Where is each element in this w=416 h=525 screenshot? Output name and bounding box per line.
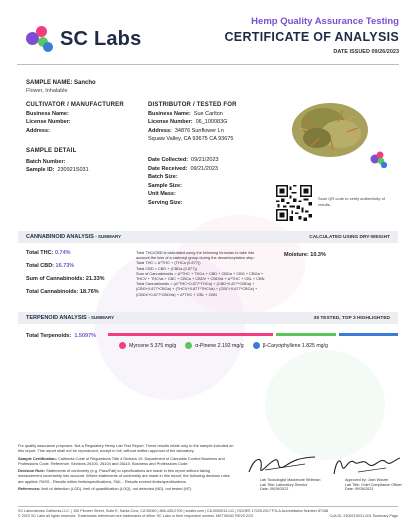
date-issued: DATE ISSUED 09/26/2023 xyxy=(333,49,399,55)
footer-bottom xyxy=(18,509,398,519)
product-flower-image xyxy=(283,88,378,168)
qr-code[interactable] xyxy=(276,185,312,221)
distributor-title: DISTRIBUTOR / TESTED FOR xyxy=(148,102,237,108)
total-thc-value: 0.74% xyxy=(54,250,71,256)
myrcene-swatch xyxy=(119,342,126,349)
signature-director xyxy=(245,452,320,478)
sample-certification-text: California Code of Regulations Title 4 Division 19. Department of Cannabis Control Business and Professions Code. Reference: Sections 26100, 26104 and 26110, Business and Professions Code. xyxy=(18,455,225,466)
total-thc-label: Total THC: xyxy=(26,250,54,256)
decision-rule-text: Statements of conformity (e.g. Pass/Fail) to specifications are made in this report without taking measurement uncertainty into account. Where statements of conformity are made in this report, the following decision rules are applied: PASS - Results within limits/specifications, FAIL - Results exceed limits/specifications. xyxy=(18,468,230,484)
footer-disclaimer: For quality assurance purposes. Not a Regulatory Hemp Lab Test Report. These results relate only to the sample included on this report. This report shall not be reproduced, except in full, without written approval of the laboratory. xyxy=(18,443,234,454)
distributor-address-line2: Squaw Valley, CA 93675 CA 93675 xyxy=(148,136,234,143)
distributor-license: 06_100083G xyxy=(195,119,228,126)
sc-labs-logo xyxy=(26,26,141,52)
header-title: CERTIFICATE OF ANALYSIS xyxy=(224,30,399,44)
signature-compliance xyxy=(328,452,403,478)
signer2-name: Approved by: Josh Wurzer xyxy=(345,478,389,482)
sample-id-label: Sample ID: xyxy=(26,167,55,174)
header-titles xyxy=(224,16,399,55)
cannabinoid-subtitle: - SUMMARY xyxy=(95,234,122,239)
sample-info xyxy=(26,80,96,94)
header-divider xyxy=(17,64,399,65)
distributor-address-label: Address: xyxy=(148,127,172,134)
formula-total-cannabinoids: Total Cannabinoids = (Δ⁹THC+0.877*THCa) + (CBD+0.877*CBDa) + (CBG+0.877*CBGa) + (THCV+0.877*THCVa) + (CBC+0.877*CBCa) + (CBDV+0.877*CBDVa) + Δ⁸THC + CBL + CBN xyxy=(136,281,258,297)
distributor-business-name: Sue Carlton xyxy=(193,110,223,117)
terpenoid-subtitle: - SUMMARY xyxy=(88,315,115,320)
pinene-swatch xyxy=(185,342,192,349)
header xyxy=(0,0,416,66)
date-received-label: Date Received: xyxy=(148,165,188,172)
caryophyllene-label: β-Caryophyllene 1.825 mg/g xyxy=(262,342,328,349)
date-collected-label: Date Collected: xyxy=(148,157,189,163)
signature-director-text xyxy=(260,478,320,492)
signer1-date: Date: 09/26/2023 xyxy=(260,487,289,492)
footer-notes xyxy=(18,443,234,491)
signer1-name: Lab Toxicologist Mackenzie Whitman xyxy=(260,478,321,482)
sample-detail-title: SAMPLE DETAIL xyxy=(26,148,77,154)
terp-legend-caryophyllene xyxy=(253,342,328,349)
sample-category: Flower, Inhalable xyxy=(26,88,68,94)
terpenoid-bar-myrcene xyxy=(108,333,273,336)
coa-id: CoA ID: 230921S031-001 Summary Page xyxy=(329,514,398,518)
logo-dots-icon xyxy=(26,26,54,52)
cannabinoid-section-bar xyxy=(18,231,398,243)
formula-total-cbd: Total CBD = CBD + (CBDa (0.877)) xyxy=(136,265,197,271)
sample-certification-label: Sample Certification: xyxy=(18,455,57,461)
total-cannabinoids-value: 18.76% xyxy=(79,289,99,295)
logo-text: SC Labs xyxy=(60,27,142,50)
distributor-address-line1: 34876 Sunflower Ln xyxy=(174,127,224,134)
sample-id: 230921S031 xyxy=(57,167,89,174)
sum-cannabinoids-label: Sum of Cannabinoids: xyxy=(26,276,85,282)
terpenoid-bar xyxy=(108,333,398,336)
terp-legend-pinene xyxy=(185,342,243,349)
terp-legend-myrcene xyxy=(119,342,176,349)
copyright-line: © 2023 SC Labs all rights reserved. Trademarks referenced are trademarks of either SC Labs or their respective owners. MKT00162 REV9 2/23 xyxy=(18,514,253,518)
lab-address-line: SC Laboratories California LLC. | 100 Pioneer Street, Suite E, Santa Cruz, CA 95060 | 866-435-0709 | sclabs.com | C8-0000013-LIC | ISO/IES 17025:2017 PJLA Accreditation Number 87168 xyxy=(18,509,329,513)
pinene-label: α-Pinene 2.192 mg/g xyxy=(195,342,244,349)
date-collected: 09/21/2023 xyxy=(191,157,219,163)
serving-size-label: Serving Size: xyxy=(148,199,183,206)
batch-size-label: Batch Size: xyxy=(148,174,178,181)
total-cbd-label: Total CBD: xyxy=(26,263,55,269)
terpenoid-bar-caryophyllene xyxy=(339,333,398,336)
sample-size-label: Sample Size: xyxy=(148,182,182,189)
formula-total-thc: Total THC = Δ⁹THC + (THCa (0.877)) xyxy=(136,260,201,266)
qr-note: Scan QR code to verify authenticity of results. xyxy=(318,196,385,207)
header-subtitle: Hemp Quality Assurance Testing xyxy=(251,16,399,27)
cultivator-business-label: Business Name: xyxy=(26,110,69,117)
total-cannabinoids-label: Total Cannabinoids: xyxy=(26,289,79,295)
total-terpenoids-label: Total Terpenoids: xyxy=(26,333,72,339)
total-terpenoids xyxy=(26,333,96,339)
terpenoid-title: TERPENOID ANALYSIS xyxy=(26,315,87,321)
signer2-role: Lab Title: Chief Compliance Officer xyxy=(345,482,402,487)
terpenoid-bar-pinene xyxy=(276,333,336,336)
cultivator-title: CULTIVATOR / MANUFACTURER xyxy=(26,102,124,108)
cultivator-section xyxy=(26,101,141,135)
date-received: 09/21/2023 xyxy=(190,165,218,172)
references-label: References: xyxy=(18,486,41,492)
terpenoid-tested-note: 39 TESTED, TOP 3 HIGHLIGHTED xyxy=(313,315,390,321)
total-terpenoids-value: 1.5097% xyxy=(74,333,97,339)
dates-section xyxy=(148,156,268,208)
formula-sum: Sum of Cannabinoids = Δ⁹THC + THCa + CBD + CBDa + CBG + CBGa + THCV + THCVa + CBC + CBCa + CBDV + CBDVa + Δ⁸THC + CBL + CBN xyxy=(136,270,265,282)
cannabinoid-summary xyxy=(26,250,131,295)
references-text: limit of detection (LOD), limit of quantification (LOQ), not detected (ND), not tested (NT) xyxy=(41,486,192,492)
distributor-business-label: Business Name: xyxy=(148,110,191,117)
distributor-license-label: License Number: xyxy=(148,119,193,126)
footer-divider xyxy=(18,506,398,507)
signer2-date: Date: 09/26/2023 xyxy=(345,487,374,492)
cultivator-address-label: Address: xyxy=(26,127,50,134)
total-cbd-value: 16.73% xyxy=(55,263,75,269)
signer1-role: Lab Title: Laboratory Director xyxy=(260,482,308,487)
terpenoid-legend xyxy=(119,342,328,349)
signature-compliance-text xyxy=(345,478,402,492)
terpenoid-section-bar xyxy=(18,312,398,324)
batch-number-label: Batch Number: xyxy=(26,158,66,165)
caryophyllene-swatch xyxy=(253,342,260,349)
distributor-section xyxy=(148,101,273,144)
decision-rule-label: Decision Rule: xyxy=(18,468,46,474)
unit-mass-label: Unit Mass: xyxy=(148,191,176,198)
mini-logo-dots-icon xyxy=(370,151,388,169)
sample-detail-section xyxy=(26,147,89,175)
cultivator-license-label: License Number: xyxy=(26,119,71,126)
cannabinoid-calc-note: CALCULATED USING DRY-WEIGHT xyxy=(309,234,390,240)
formula-intro: Total THC/CBD is calculated using the following formulas to take into account the loss of a carboxyl group during the decarboxylation step: xyxy=(136,250,255,261)
cannabinoid-title: CANNABINOID ANALYSIS xyxy=(26,234,94,240)
myrcene-label: Myrcene 5.375 mg/g xyxy=(129,342,177,349)
background-blob-green xyxy=(265,350,385,460)
sum-cannabinoids-value: 21.33% xyxy=(85,276,105,282)
cannabinoid-formulas xyxy=(136,250,266,297)
sample-name: SAMPLE NAME: Sancho xyxy=(26,80,96,86)
moisture-value: Moisture: 10.3% xyxy=(284,252,326,258)
